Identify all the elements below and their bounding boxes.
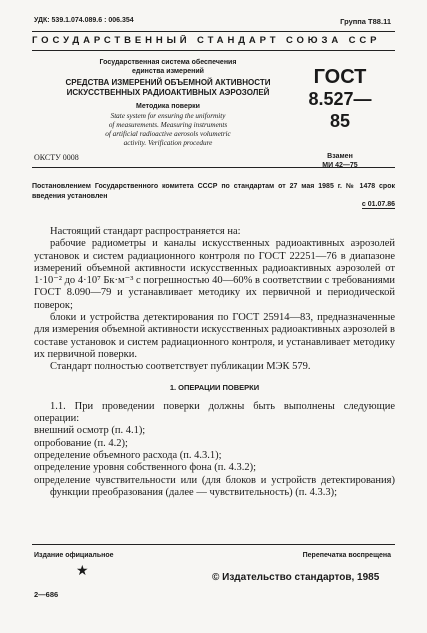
paragraph-radiometers: рабочие радиометры и каналы искусственных радиоактивных аэрозолей установок и систем радиационного контроля по ГОСТ 22251—76 в диапазоне измерений объемной активности искусственных радиоактивных аэрозолей от 1·10⁻² до 4·10⁷ Бк·м⁻³ с погрешностью 40—60% в соответствии с требованиями ГОСТ 8.090—79 и устанавливает методику их первичной и периодической поверок; [34, 238, 395, 311]
gost-box [300, 66, 380, 170]
section-heading: 1. ОПЕРАЦИИ ПОВЕРКИ [169, 382, 260, 392]
paragraph-blocks: блоки и устройства детектирования по ГОСТ 25914—83, предназначенные для измерения объемной активности искусственных радиоактивных аэрозолей в составе установок и систем радиационного контроля, и устанавливает методику их первичной поверки. [34, 312, 395, 360]
list-item: определение уровня собственного фона (п. 4.3.2); [34, 462, 257, 474]
paragraph-iec: Стандарт полностью соответствует публикации МЭК 579. [50, 361, 311, 373]
state-standard-title: ГОСУДАРСТВЕННЫЙ СТАНДАРТ СОЮЗА ССР [32, 35, 381, 46]
list-item: опробование (п. 4.2); [34, 437, 128, 449]
paragraph-operations: 1.1. При проведении поверки должны быть выполнены следующие операции: [34, 400, 395, 425]
replace-label: Взамен [327, 153, 353, 160]
system-line-1: Государственная система обеспечения [99, 59, 237, 66]
copyright: © Издательство стандартов, 1985 [212, 572, 380, 583]
title-line-2: ИСКУССТВЕННЫХ РАДИОАКТИВНЫХ АЭРОЗОЛЕЙ [66, 88, 270, 97]
gost-number: 8.527—85 [308, 89, 372, 131]
english-line-3: of artificial radioactive aerosols volumetric [105, 130, 231, 138]
official-edition-label: Издание официальное [34, 552, 114, 559]
system-line-2: единства измерений [132, 68, 204, 75]
divider-rule [32, 167, 395, 168]
page-code: 2—686 [34, 590, 59, 599]
star-icon: ★ [76, 564, 89, 579]
list-item: внешний осмотр (п. 4.1); [34, 425, 146, 437]
title-line-1: СРЕДСТВА ИЗМЕРЕНИЙ ОБЪЕМНОЙ АКТИВНОСТИ [65, 78, 271, 87]
decree-text: Постановлением Государственного комитета СССР по стандартам от 27 мая 1985 г. № 1478 срок введения установлен [32, 183, 395, 200]
english-line-1: State system for ensuring the uniformity [110, 112, 226, 120]
udk-code: УДК: 539.1.074.089.6 : 006.354 [34, 17, 134, 24]
title-rule [32, 50, 395, 51]
effective-date: с 01.07.86 [361, 201, 395, 208]
paragraph-intro: Настоящий стандарт распространяется на: [50, 226, 241, 237]
footer-rule [32, 544, 395, 545]
list-item: определение чувствительности или (для блоков и устройств детектирования) функции преобразования (далее — чувствительность) (п. 4.3.3); [34, 474, 395, 498]
english-line-4: activity. Verification procedure [123, 139, 213, 147]
method-label: Методика поверки [136, 103, 200, 110]
reprint-prohibited-label: Перепечатка воспрещена [302, 552, 391, 559]
okstu-code: ОКСТУ 0008 [34, 153, 79, 162]
main-body [34, 226, 395, 499]
title-block [58, 58, 278, 148]
gost-word: ГОСТ [313, 66, 367, 88]
replace-value: МИ 42—75 [322, 162, 358, 169]
list-item: определение объемного расхода (п. 4.3.1); [34, 450, 222, 462]
english-line-2: of measurements. Measuring instruments [108, 121, 228, 129]
group-code: Группа Т88.11 [340, 17, 391, 26]
top-rule [32, 31, 395, 32]
